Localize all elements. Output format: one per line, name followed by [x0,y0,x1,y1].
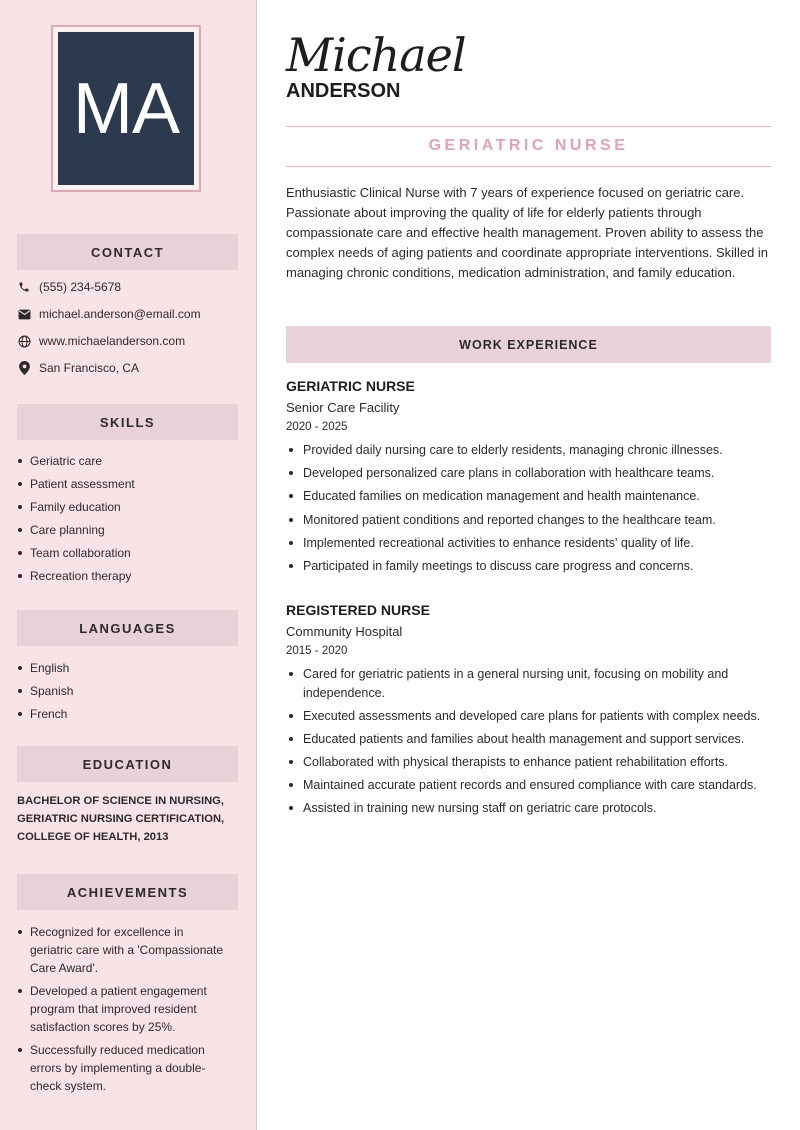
mail-icon [17,307,31,321]
website-text[interactable]: www.michaelanderson.com [39,334,186,348]
email-text[interactable]: michael.anderson@email.com [39,307,201,321]
job-bullet: Educated patients and families about health management and support services. [286,730,771,749]
job-dates: 2015 - 2020 [286,645,348,657]
contact-location [17,361,139,375]
education-text: BACHELOR OF SCIENCE IN NURSING, GERIATRIC NURSING CERTIFICATION, COLLEGE OF HEALTH, 2013 [17,795,225,843]
summary-paragraph: Enthusiastic Clinical Nurse with 7 years of experience focused on geriatric care. Passionate about improving the quality of life for elderly patients through compassionate care and effective health management. Proven ability to assess the complex needs of aging patients and coordinate appropriate interventions. Skilled in managing chronic conditions, medication administration, and family education. [286,185,769,280]
phone-icon [17,280,31,294]
job-bullets [286,665,771,818]
language-item: Spanish [17,682,239,700]
location-pin-icon [17,361,31,375]
job-bullet: Monitored patient conditions and reported changes to the healthcare team. [286,511,771,530]
job-dates: 2020 - 2025 [286,421,348,433]
language-item: French [17,705,239,723]
title-rule-bottom [286,166,771,167]
achievements-list [17,923,227,1100]
achievement-item: Developed a patient engagement program that improved resident satisfaction scores by 25%. [17,982,227,1036]
skill-item: Team collaboration [17,544,239,562]
job-bullet: Assisted in training new nursing staff on geriatric care protocols. [286,799,771,818]
skills-heading: SKILLS [17,404,238,440]
title-rule-top [286,126,771,127]
skill-item: Family education [17,498,239,516]
job-bullet: Maintained accurate patient records and ensured compliance with care standards. [286,776,771,795]
job-bullet: Developed personalized care plans in collaboration with healthcare teams. [286,464,771,483]
skills-list [17,452,239,590]
job-role: GERIATRIC NURSE [286,378,415,394]
contact-website [17,334,185,348]
job-entry [286,378,771,580]
job-entry [286,602,771,823]
job-org: Senior Care Facility [286,400,400,415]
language-item: English [17,659,239,677]
achievements-heading: ACHIEVEMENTS [17,874,238,910]
last-name: ANDERSON [286,80,401,102]
monogram: MA [58,32,194,185]
sidebar [0,0,257,1130]
languages-list [17,659,239,728]
globe-icon [17,334,31,348]
skill-item: Patient assessment [17,475,239,493]
achievement-item: Successfully reduced medication errors by implementing a double-check system. [17,1041,227,1095]
contact-heading: CONTACT [17,234,238,270]
location-text: San Francisco, CA [39,361,140,375]
job-bullet: Provided daily nursing care to elderly residents, managing chronic illnesses. [286,441,771,460]
skill-item: Geriatric care [17,452,239,470]
work-experience-heading: WORK EXPERIENCE [286,326,771,363]
job-bullet: Cared for geriatric patients in a general nursing unit, focusing on mobility and independence. [286,665,771,702]
skill-item: Recreation therapy [17,567,239,585]
job-title: GERIATRIC NURSE [428,137,629,154]
job-role: REGISTERED NURSE [286,602,430,618]
job-bullets [286,441,771,575]
first-name: Michael [286,28,466,82]
monogram-frame [51,25,201,192]
languages-heading: LANGUAGES [17,610,238,646]
job-org: Community Hospital [286,624,403,639]
contact-phone [17,280,121,294]
education-heading: EDUCATION [17,746,238,782]
achievement-item: Recognized for excellence in geriatric care with a 'Compassionate Care Award'. [17,923,227,977]
job-bullet: Collaborated with physical therapists to enhance patient rehabilitation efforts. [286,753,771,772]
job-bullet: Participated in family meetings to discuss care progress and concerns. [286,557,771,576]
job-bullet: Educated families on medication management and health maintenance. [286,487,771,506]
job-bullet: Executed assessments and developed care plans for patients with complex needs. [286,707,771,726]
contact-email [17,307,201,321]
skill-item: Care planning [17,521,239,539]
job-bullet: Implemented recreational activities to enhance residents' quality of life. [286,534,771,553]
phone-text: (555) 234-5678 [39,280,122,294]
